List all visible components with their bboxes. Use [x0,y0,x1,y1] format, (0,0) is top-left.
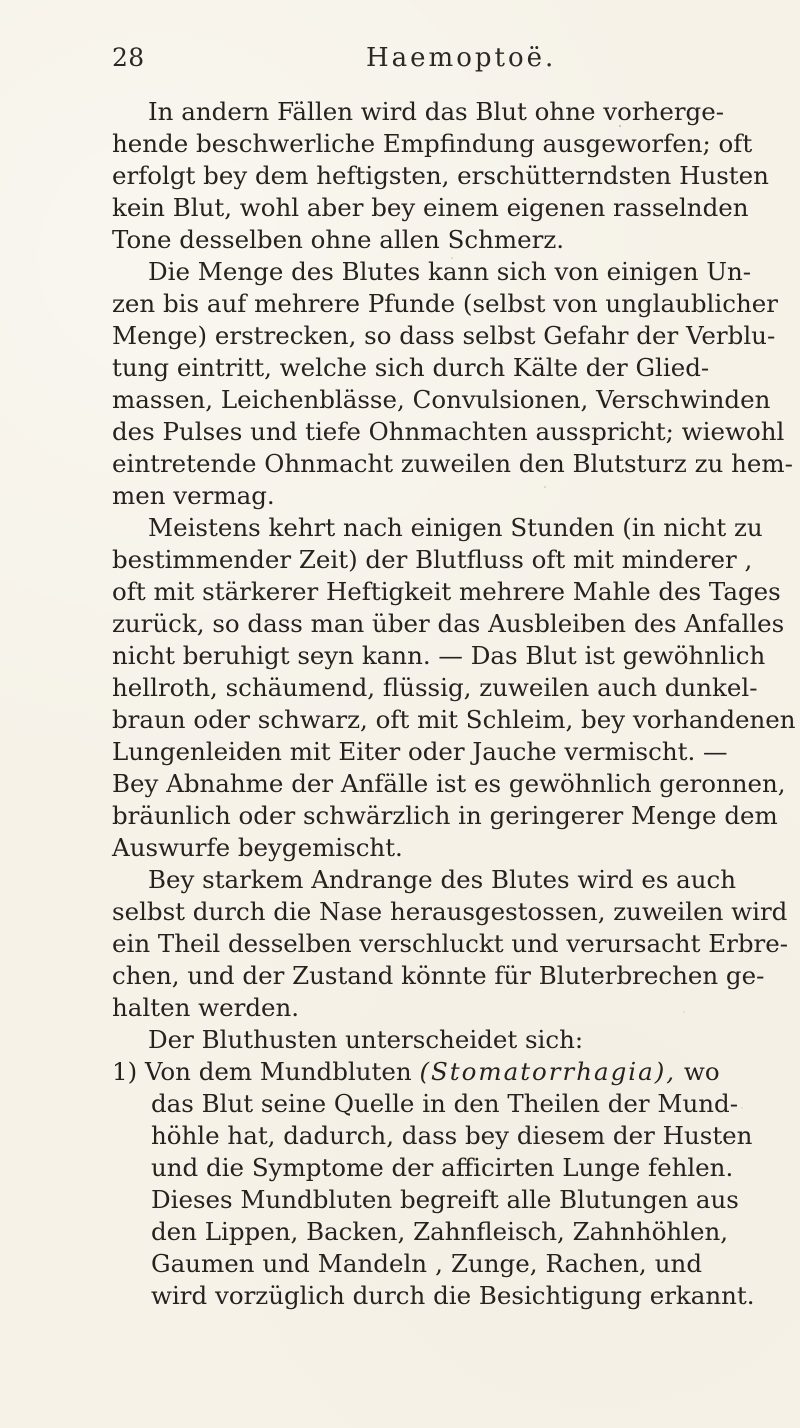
text-line: Bey starkem Andrange des Blutes wird es auch [148,865,737,894]
list-item-tail: wo [676,1057,720,1086]
latin-term: (Stomatorrhagia), [419,1057,677,1086]
text-line: Tone desselben ohne allen Schmerz. [112,225,565,254]
text-line: hende beschwerliche Empfindung ausgeworfen; oft [112,129,753,158]
running-head: Haemoptoë. [366,43,557,73]
text-line: kein Blut, wohl aber bey einem eigenen rasselnden [112,193,749,222]
text-line: zen bis auf mehrere Pfunde (selbst von unglaublicher [112,289,778,318]
text-line: nicht beruhigt seyn kann. — Das Blut ist gewöhnlich [112,641,766,670]
text-line: Lungenleiden mit Eiter oder Jauche vermischt. — [112,737,728,766]
text-line: Meistens kehrt nach einigen Stunden (in nicht zu [148,513,763,542]
text-line: zurück, so dass man über das Ausbleiben des Anfalles [112,609,785,638]
text-line: bestimmender Zeit) der Blutfluss oft mit minderer , [112,545,753,574]
list-item-lead: 1) Von dem Mundbluten [112,1057,420,1086]
text-line: braun oder schwarz, oft mit Schleim, bey vorhandenen [112,705,796,734]
text-line: wird vorzüglich durch die Besichtigung erkannt. [151,1281,755,1310]
text-line: ein Theil desselben verschluckt und verursacht Erbre- [112,929,788,958]
text-line: Auswurfe beygemischt. [112,833,403,862]
text-line: halten werden. [112,993,300,1022]
page-header [112,43,672,79]
text-line: Der Bluthusten unterscheidet sich: [148,1025,584,1054]
text-line: oft mit stärkerer Heftigkeit mehrere Mahle des Tages [112,577,781,606]
text-line: tung eintritt, welche sich durch Kälte der Glied- [112,353,710,382]
text-line: Gaumen und Mandeln , Zunge, Rachen, und [151,1249,702,1278]
text-line: eintretende Ohnmacht zuweilen den Blutsturz zu hem- [112,449,793,478]
text-line: Menge) erstrecken, so dass selbst Gefahr der Verblu- [112,321,776,350]
text-line: selbst durch die Nase herausgestossen, zuweilen wird [112,897,788,926]
page-number: 28 [112,43,145,72]
text-line: höhle hat, dadurch, dass bey diesem der Husten [151,1121,753,1150]
text-line: den Lippen, Backen, Zahnfleisch, Zahnhöhlen, [151,1217,729,1246]
text-line: erfolgt bey dem heftigsten, erschütterndsten Husten [112,161,769,190]
text-line: In andern Fällen wird das Blut ohne vorherge- [148,97,725,126]
text-line: das Blut seine Quelle in den Theilen der Mund- [151,1089,738,1118]
text-line: massen, Leichenblässe, Convulsionen, Verschwinden [112,385,771,414]
text-line: und die Symptome der afficirten Lunge fehlen. [151,1153,734,1182]
paper-speck [741,1107,743,1109]
text-line: hellroth, schäumend, flüssig, zuweilen auch dunkel- [112,673,758,702]
text-line: Dieses Mundbluten begreift alle Blutungen aus [151,1185,739,1214]
text-line: bräunlich oder schwärzlich in geringerer Menge dem [112,801,778,830]
text-line: Bey Abnahme der Anfälle ist es gewöhnlich geronnen, [112,769,786,798]
text-line: men vermag. [112,481,275,510]
text-line: chen, und der Zustand könnte für Bluterbrechen ge- [112,961,765,990]
list-item-start [112,1057,720,1086]
text-line: des Pulses und tiefe Ohnmachten ausspricht; wiewohl [112,417,785,446]
text-line: Die Menge des Blutes kann sich von einigen Un- [148,257,752,286]
